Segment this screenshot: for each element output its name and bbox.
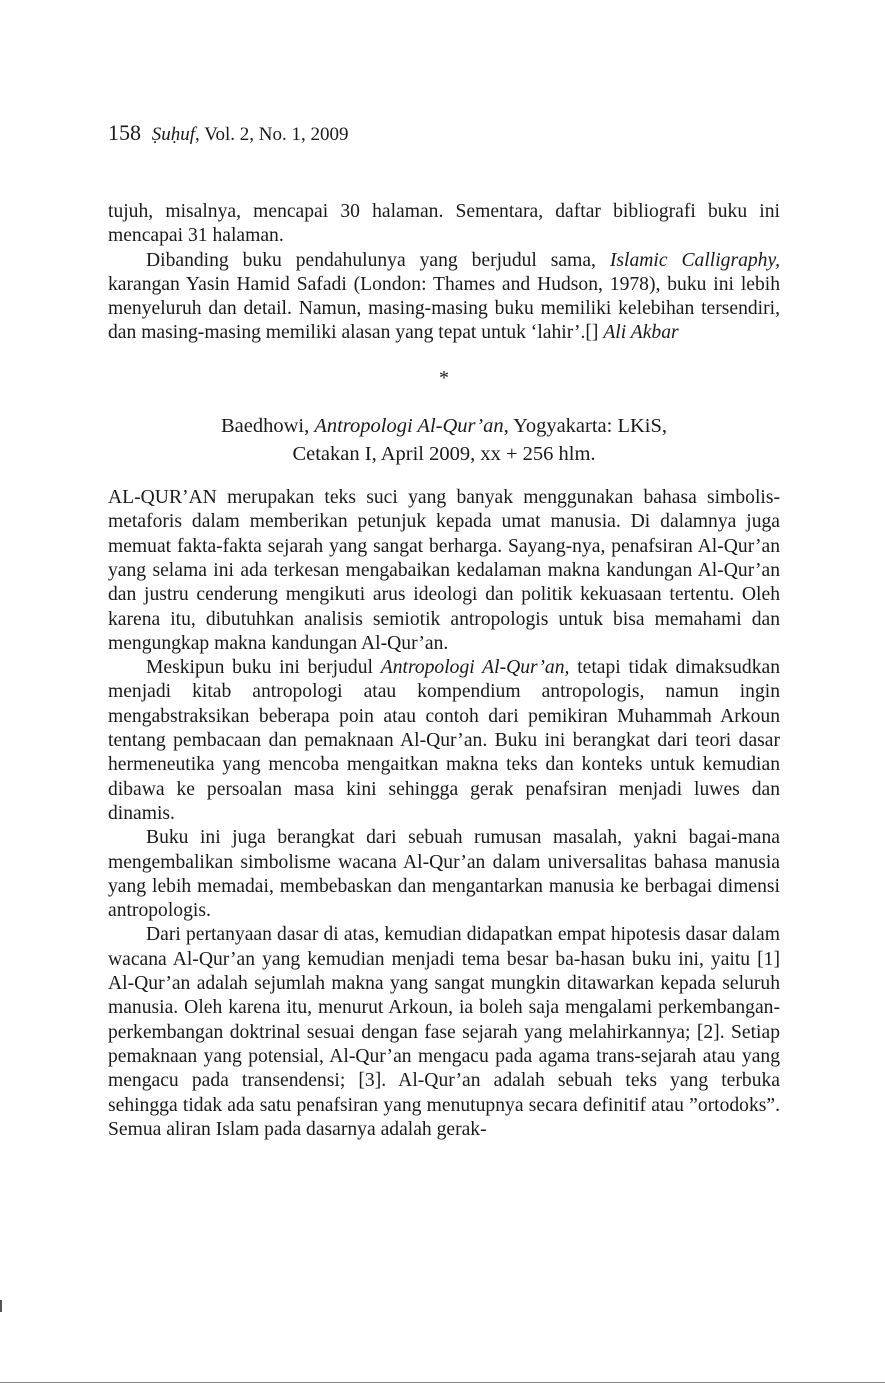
scan-mark [0, 1300, 2, 1312]
text-run: tetapi tidak dimaksudkan menjadi kitab antropologi atau kompendium antropologis, namun ingin mengabstraksikan beberapa poin atau contoh dari pemikiran Muhammah Arkoun tentang pembacaan dan pemaknaan Al-Qur’an. Buku ini berangkat dari teori dasar hermeneutika yang mencoba mengaitkan makna teks dan konteks untuk kemudian dibawa ke persoalan masa kini sehingga gerak penafsiran menjadi luwes dan dinamis. [108, 657, 780, 824]
citation-author: Baedhowi, [220, 415, 315, 438]
citation-title: Antropologi Al-Qur’an [314, 415, 504, 438]
book-title: Antropologi Al-Qur’an, [380, 657, 570, 679]
running-header [108, 120, 348, 146]
paragraph [108, 249, 780, 346]
citation-edition: Cetakan I, April 2009, xx + 256 hlm. [292, 443, 596, 466]
journal-name: Ṣuḥuf [151, 124, 196, 145]
book-citation [108, 412, 780, 468]
section-separator: * [439, 366, 449, 389]
book-title: Islamic Calligraphy, [609, 249, 780, 271]
reviewer-name: Ali Akbar [603, 322, 679, 344]
paragraph: Dari pertanyaan dasar di atas, kemudian didapatkan empat hipotesis dasar dalam wacana Al-Qur’an yang kemudian menjadi tema besar ba-hasan buku ini, yaitu [1] Al-Qur’an adalah sejumlah makna yang sangat mungkin ditawarkan kepada seluruh manusia. Oleh karena itu, menurut Arkoun, ia boleh saja mengalami perkembangan-perkembangan doktrinal sesuai dengan fase sejarah yang melahirkannya; [2]. Setiap pemaknaan yang potensial, Al-Qur’an mengacu pada agama trans-sejarah atau yang mengacu pada transendensi; [3]. Al-Qur’an adalah sebuah teks yang terbuka sehingga tidak ada satu penafsiran yang menutupnya secara definitif atau ”ortodoks”. Semua aliran Islam pada dasarnya adalah gerak- [108, 924, 780, 1140]
text-run: Dibanding buku pendahulunya yang berjudul sama, [146, 249, 610, 271]
text-run: karangan Yasin Hamid Safadi (London: Thames and Hudson, 1978), buku ini lebih menyeluruh dan detail. Namun, masing-masing buku memiliki kelebihan tersendiri, dan masing-masing memiliki alasan yang tepat untuk ‘lahir’.[] [108, 273, 780, 344]
page-number: 158 [108, 120, 141, 145]
citation-publisher: , Yogyakarta: LKiS, [503, 415, 668, 438]
paragraph: tujuh, misalnya, mencapai 30 halaman. Sementara, daftar bibliografi buku ini mencapai 31 halaman. [108, 201, 780, 247]
paragraph [108, 656, 780, 826]
paragraph: AL-QUR’AN merupakan teks suci yang banyak menggunakan bahasa simbolis-metaforis dalam memberikan petunjuk kepada umat manusia. Di dalamnya juga memuat fakta-fakta sejarah yang sangat berharga. Sayang-nya, penafsiran Al-Qur’an yang selama ini ada terkesan mengabaikan kedalaman makna kandungan Al-Qur’an dan justru cenderung mengikuti arus ideologi dan politik kekuasaan tertentu. Oleh karena itu, dibutuhkan analisis semiotik antropologis untuk bisa memahami dan mengungkap makna kandungan Al-Qur’an. [108, 487, 780, 654]
text-run: Meskipun buku ini berjudul [146, 657, 381, 679]
scan-edge-line [0, 1382, 885, 1383]
paragraph: Buku ini juga berangkat dari sebuah rumusan masalah, yakni bagai-mana mengembalikan simbolisme wacana Al-Qur’an dalam universalitas bahasa manusia yang lebih memadai, membebaskan dan mengantarkan manusia ke berbagai dimensi antropologis. [108, 827, 780, 922]
page-body [108, 200, 780, 1142]
journal-volume: , Vol. 2, No. 1, 2009 [195, 124, 349, 145]
